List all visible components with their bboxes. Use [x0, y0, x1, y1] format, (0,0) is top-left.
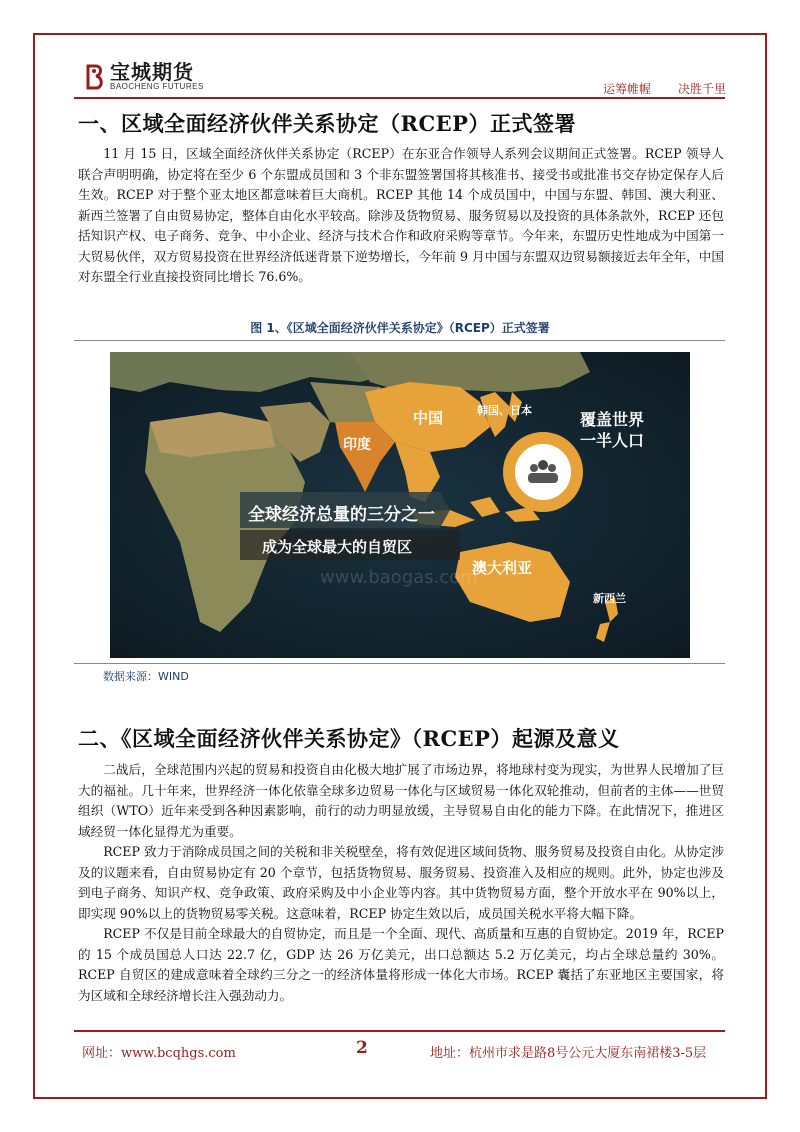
section2-paragraph: RCEP 致力于消除成员国之间的关税和非关税壁垒，将有效促进区域间货物、服务贸易及投资自由化。从协定涉及的议题来看，自由贸易协定有 20 个章节，包括货物贸易、服务贸易、投资准入及相应的规则。此外，协定也涉及到电子商务、知识产权、竞争政策、政府采购及中小企业等内容。其中货物贸易方面，整个开放水平在 90%以上，即实现 90%以上的货物贸易零关税。这意味着，RCEP 协定生效以后，成员国关税水平将大幅下降。: [78, 844, 724, 921]
footer-website: 网址：www.bcqhgs.com: [82, 1046, 236, 1061]
section2-paragraph: RCEP 不仅是目前全球最大的自贸协定，而且是一个全面、现代、高质量和互惠的自贸协定。2019 年，RCEP 的 15 个成员国总人口达 22.7 亿，GDP 达 26 万亿美元，出口总额达 5.2 万亿美元，均占全球总量约 30%。RCEP 自贸区的建成意味着全球约三分之一的经济体量将形成一体化大市场。RCEP 囊括了东亚地区主要国家，将为区域和全球经济增长注入强劲动力。: [78, 926, 724, 1003]
map-label-india: 印度: [343, 437, 371, 453]
section1-body: [78, 144, 724, 288]
map-label-korea-japan: 韩国、日本: [477, 404, 532, 417]
map-watermark: www.baogas.com: [320, 567, 478, 588]
logo-name: 宝城期货: [110, 60, 194, 84]
section1-heading: 一、区域全面经济伙伴关系协定（RCEP）正式签署: [78, 111, 576, 136]
map-banner-line1: 全球经济总量的三分之一: [248, 505, 435, 525]
map-label-australia: 澳大利亚: [472, 559, 533, 577]
figure-bottom-rule: [74, 663, 725, 664]
map-label-coverage-line2: 一半人口: [580, 431, 645, 450]
slogan-left: 运筹帷幄: [603, 82, 652, 96]
logo-subtitle: BAOCHENG FUTURES: [110, 82, 204, 91]
page-number: 2: [356, 1038, 368, 1058]
map-banner-line2: 成为全球最大的自贸区: [262, 538, 413, 556]
figure-title: 图 1、《区域全面经济伙伴关系协定》（RCEP）正式签署: [250, 321, 550, 335]
section2-heading: 二、《区域全面经济伙伴关系协定》（RCEP）起源及意义: [78, 726, 620, 751]
footer-address: 地址：杭州市求是路8号公元大厦东南裙楼3-5层: [430, 1046, 707, 1061]
map-label-china: 中国: [413, 409, 444, 427]
map-label-new-zealand: 新西兰: [593, 592, 626, 605]
company-logo: [85, 62, 204, 91]
footer-rule: [74, 1030, 725, 1032]
section1-paragraph: 11 月 15 日，区域全面经济伙伴关系协定（RCEP）在东亚合作领导人系列会议期间正式签署。RCEP 领导人联合声明明确，协定将在至少 6 个东盟成员国和 3 个非东盟签署国将其核准书、接受书或批准书交存协定保存人后生效。RCEP 对于整个亚太地区都意味着巨大商机。RCEP 其他 14 个成员国中，中国与东盟、韩国、澳大利亚、新西兰签署了自由贸易协定，整体自由化水平较高。除涉及货物贸易、服务贸易以及投资的具体条款外，RCEP 还包括知识产权、电子商务、竞争、中小企业、经济与技术合作和政府采购等章节。今年来，东盟历史性地成为中国第一大贸易伙伴，双方贸易投资在世界经济低迷背景下逆势增长，今年前 9 月中国与东盟双边贸易额接近去年全年，中国对东盟全行业直接投资同比增长 76.6%。: [78, 146, 724, 284]
section2-body: [78, 760, 724, 1006]
figure-top-rule: [74, 340, 725, 341]
figure-source: 数据来源：WIND: [103, 670, 189, 683]
rcep-map-image: [110, 352, 690, 658]
section2-paragraph: 二战后，全球范围内兴起的贸易和投资自由化极大地扩展了市场边界，将地球村变为现实，为世界人民增加了巨大的福祉。几十年来，世界经济一体化依靠全球多边贸易一体化与区域贸易一体化双轮推动，但前者的主体——世贸组织（WTO）近年来受到各种因素影响，前行的动力明显放缓，主导贸易自由化的能力下降。在此情况下，推进区域经贸一体化显得尤为重要。: [78, 762, 724, 839]
header-rule: [74, 97, 725, 99]
logo-mark-icon: [85, 63, 105, 91]
map-label-coverage-line1: 覆盖世界: [580, 410, 645, 429]
slogan-right: 决胜千里: [678, 82, 727, 96]
